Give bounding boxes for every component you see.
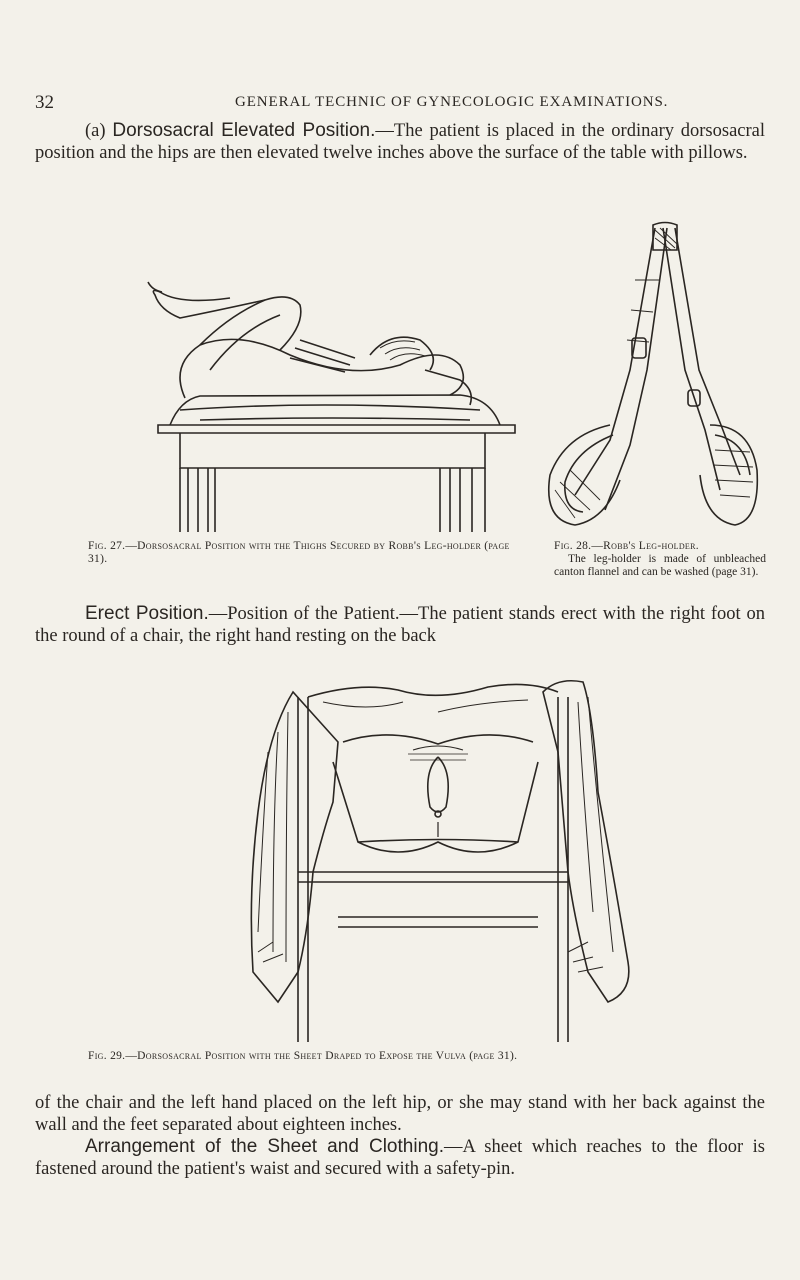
figure-29-illustration <box>238 672 648 1044</box>
section-a-text: —The patient is placed in the ordinary dorsosacral position and the hips are then elevated twelve inches above the surface of the table with pillows. <box>35 121 766 163</box>
figure-27-label: Fig. 27. <box>88 540 126 552</box>
erect-paragraph <box>35 603 765 647</box>
figure-28-label: Fig. 28. <box>554 540 592 552</box>
clothing-text: —A sheet which reaches to the floor is fastened around the patient's waist and secured with a safety-pin. <box>35 1137 765 1179</box>
erect-paragraph-continued: of the chair and the left hand placed on the left hip, or she may stand with her back against the wall and the feet separated about eighteen inches. <box>35 1093 765 1135</box>
section-a-paragraph <box>35 120 765 164</box>
figure-29-label: Fig. 29. <box>88 1050 126 1062</box>
running-head: GENERAL TECHNIC OF GYNECOLOGIC EXAMINATIONS. <box>235 94 669 110</box>
section-a-label: (a) <box>85 121 106 141</box>
clothing-heading: Arrangement of the Sheet and Clothing. <box>85 1136 444 1157</box>
erect-heading: Erect Position. <box>85 603 209 624</box>
clothing-paragraph <box>35 1136 765 1180</box>
figure-28-caption <box>554 540 766 579</box>
section-a-heading: Dorsosacral Elevated Position. <box>112 120 376 141</box>
page-header <box>35 92 755 116</box>
figure-28-illustration <box>535 220 760 532</box>
figure-27-title: —Dorsosacral Position with the Thighs Secured by Robb's Leg-holder (page 31). <box>88 540 510 565</box>
figure-27-caption <box>88 540 528 566</box>
erect-text-top: —Position of the Patient.—The patient stands erect with the right foot on the round of a chair, the right hand resting on the back <box>35 604 765 646</box>
figure-29-caption <box>88 1050 778 1063</box>
figure-28-description: The leg-holder is made of unbleached canton flannel and can be washed (page 31). <box>554 553 766 578</box>
page-number: 32 <box>35 92 54 113</box>
figure-29-title: —Dorsosacral Position with the Sheet Draped to Expose the Vulva (page 31). <box>125 1050 518 1062</box>
figure-27-illustration <box>140 270 520 535</box>
figure-28-title: —Robb's Leg-holder. <box>591 540 699 552</box>
